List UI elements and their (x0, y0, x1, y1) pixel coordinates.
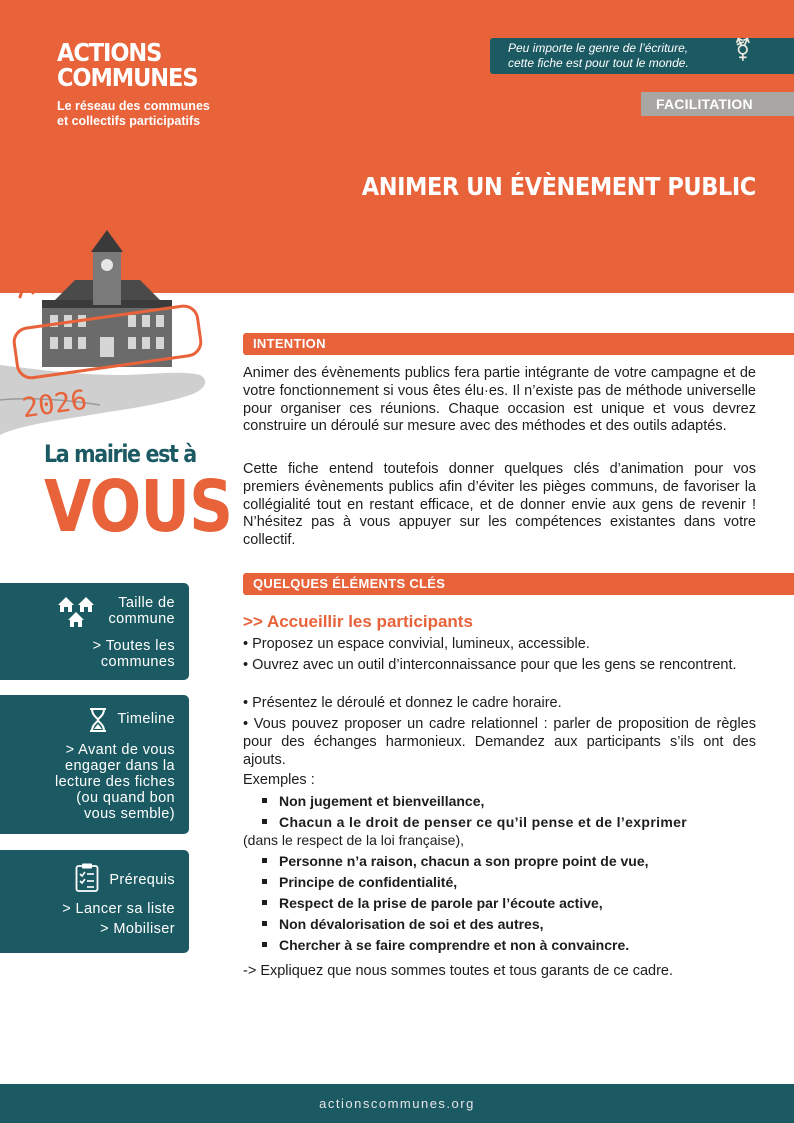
card-timeline-text-l5: vous semble) (83, 806, 175, 822)
example-item (243, 814, 757, 850)
bullet-square (262, 921, 267, 926)
card-prereq-link1[interactable]: > Lancer sa liste (62, 901, 175, 917)
houses-icon (57, 595, 99, 629)
card-timeline-text-l3: lecture des fiches (54, 774, 175, 790)
gender-symbol-icon: ⚧ (733, 37, 752, 62)
building-body (42, 305, 172, 367)
logo-line1: ACTIONS (57, 38, 162, 67)
key-elements-heading: QUELQUES ÉLÉMENTS CLÉS (243, 573, 794, 595)
category-badge: FACILITATION (641, 92, 794, 116)
example-text: Non dévalorisation de soi et des autres, (279, 916, 544, 932)
year-label: 2026 (20, 384, 89, 425)
card-commune-size (0, 583, 189, 680)
example-text: Non jugement et bienveillance, (279, 793, 485, 809)
card-prereq-title: Prérequis (109, 872, 175, 888)
logo-subtitle (57, 99, 213, 129)
gender-note-line1: Peu importe le genre de l’écriture, (508, 41, 689, 55)
bullet-square (262, 798, 267, 803)
gender-note (490, 38, 794, 74)
card-timeline-title: Timeline (117, 711, 175, 727)
example-item (262, 793, 757, 811)
bullet-3: • Présentez le déroulé et donnez le cadre horaire. (243, 695, 562, 711)
examples-label: Exemples : (243, 772, 315, 788)
intention-heading: INTENTION (243, 333, 794, 355)
example-item (262, 853, 757, 871)
bullet-square (262, 858, 267, 863)
logo-line2: COMMUNES (57, 63, 198, 92)
bullet-square (262, 879, 267, 884)
example-text-rest: (dans le respect de la loi française), (243, 831, 464, 848)
card-commune-link-l2[interactable]: communes (100, 654, 175, 670)
logo-sub-line1: Le réseau des communes (57, 99, 210, 113)
card-commune-title-l2: commune (108, 611, 175, 627)
card-prereq-link2[interactable]: > Mobiliser (100, 921, 175, 937)
example-text: Chercher à se faire comprendre et non à convaincre. (279, 937, 630, 953)
card-timeline-text-l2: engager dans la (65, 758, 175, 774)
card-timeline (0, 695, 189, 834)
gender-note-line2: cette fiche est pour tout le monde. (508, 56, 689, 70)
bullet-2: • Ouvrez avec un outil d’interconnaissance pour que les gens se rencontrent. (243, 657, 737, 673)
intention-paragraph-1: Animer des évènements publics fera partie intégrante de votre campagne et de votre fonctionnement si vous êtes élu·es. Il n’existe pas de méthode universelle pour organiser ces réunions. Chaque occasion est unique et vous devrez construire un déroulé sur mesure avec des méthodes et des outils adaptés. (243, 365, 756, 435)
card-prerequisites (0, 850, 189, 953)
tagline-big: VOUS (44, 465, 233, 548)
card-commune-title-l1: Taille de (118, 595, 175, 611)
logo[interactable] (57, 40, 213, 129)
example-item (262, 916, 757, 934)
page-title: ANIMER UN ÉVÈNEMENT PUBLIC (361, 172, 756, 201)
clock-tower (93, 250, 121, 305)
bullet-square (262, 900, 267, 905)
welcome-subheading: >> Accueillir les participants (243, 612, 473, 631)
logo-sub-line2: et collectifs participatifs (57, 114, 201, 128)
footer (0, 1084, 794, 1123)
footer-url-link[interactable]: actionscommunes.org (319, 1096, 475, 1111)
card-commune-link-l1[interactable]: > Toutes les (92, 638, 175, 654)
example-item (262, 895, 757, 913)
closing-note: -> Expliquez que nous sommes toutes et tous garants de ce cadre. (243, 963, 674, 979)
example-text: Principe de confidentialité, (279, 874, 458, 890)
example-text: Chacun a le droit de penser ce qu’il pense et de l’exprimer (279, 814, 688, 830)
bullet-square (262, 819, 267, 824)
intention-paragraph-2: Cette fiche entend toutefois donner quelques clés d’animation pour vos premiers évènements publics afin d’éviter les pièges communs, de favoriser la collégialité tout en restant efficace, et de donner envie aux gens de revenir ! N’hésitez pas à vous appuyer sur les compétences existantes dans votre collectif. (243, 461, 756, 549)
tagline: La mairie est à (44, 440, 196, 468)
example-text: Personne n’a raison, chacun a son propre point de vue, (279, 853, 649, 869)
bullet-square (262, 942, 267, 947)
example-text: Respect de la prise de parole par l’écoute active, (279, 895, 603, 911)
example-item (262, 937, 757, 955)
hourglass-icon (88, 707, 108, 733)
card-timeline-text-l1[interactable]: > Avant de vous (65, 742, 175, 758)
bullet-1: • Proposez un espace convivial, lumineux, accessible. (243, 636, 590, 652)
example-item (262, 874, 757, 892)
checklist-icon (75, 862, 99, 892)
clock-face (101, 259, 113, 271)
card-timeline-text-l4: (ou quand bon (76, 790, 175, 806)
bullet-4: • Vous pouvez proposer un cadre relationnel : parler de proposition de règles pour des échanges harmonieux. Demandez aux participants s’ils ont des ajouts. (243, 716, 756, 768)
